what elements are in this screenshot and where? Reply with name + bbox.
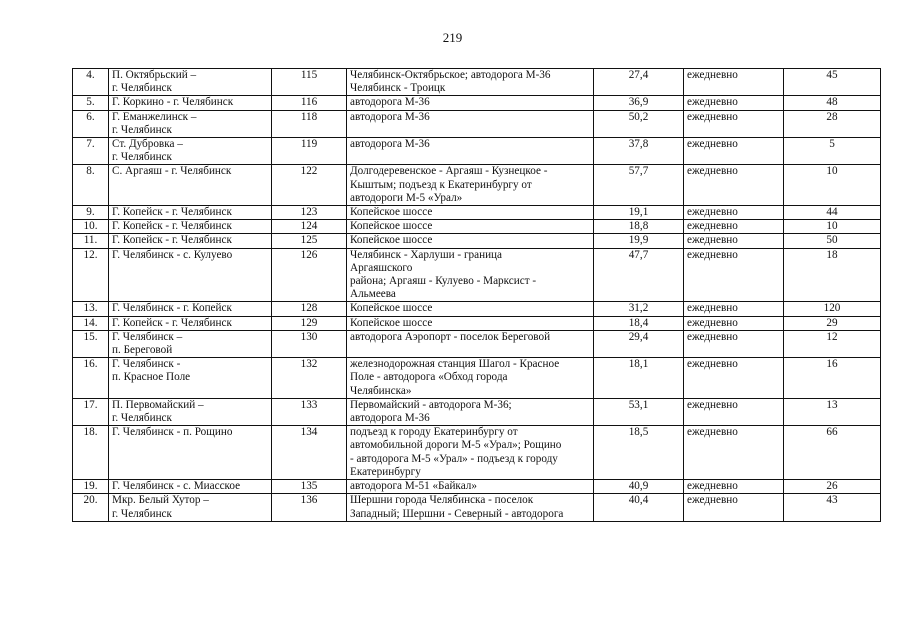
route-roads: автодорога М-36	[347, 138, 594, 165]
route-trips: 13	[784, 398, 881, 425]
route-distance: 40,9	[594, 480, 684, 494]
routes-table	[72, 68, 881, 522]
route-name: Г. Копейск - г. Челябинск	[109, 316, 272, 330]
table-row	[73, 426, 881, 480]
route-frequency: ежедневно	[684, 138, 784, 165]
route-code: 123	[272, 206, 347, 220]
route-code: 128	[272, 302, 347, 316]
route-trips: 16	[784, 358, 881, 399]
route-roads: Копейское шоссе	[347, 234, 594, 248]
route-roads: железнодорожная станция Шагол - Красное Поле - автодорога «Обход города Челябинска»	[347, 358, 594, 399]
row-number: 8.	[73, 165, 109, 206]
table-row	[73, 138, 881, 165]
route-roads: Первомайский - автодорога М-36; автодорога М-36	[347, 398, 594, 425]
route-frequency: ежедневно	[684, 426, 784, 480]
route-trips: 45	[784, 69, 881, 96]
row-number: 5.	[73, 96, 109, 110]
route-frequency: ежедневно	[684, 206, 784, 220]
route-name: Г. Челябинск - п. Красное Поле	[109, 358, 272, 399]
table-row	[73, 220, 881, 234]
route-roads: автодорога М-51 «Байкал»	[347, 480, 594, 494]
route-roads: Челябинск - Харлуши - граница Аргаяшского района; Аргаяш - Кулуево - Марксист - Альмеева	[347, 248, 594, 302]
route-name: Мкр. Белый Хутор – г. Челябинск	[109, 494, 272, 521]
route-code: 118	[272, 110, 347, 137]
route-name: Ст. Дубровка – г. Челябинск	[109, 138, 272, 165]
table-row	[73, 358, 881, 399]
row-number: 6.	[73, 110, 109, 137]
route-code: 126	[272, 248, 347, 302]
route-roads: Челябинск-Октябрьское; автодорога М-36 Челябинск - Троицк	[347, 69, 594, 96]
route-frequency: ежедневно	[684, 398, 784, 425]
route-code: 125	[272, 234, 347, 248]
table-row	[73, 302, 881, 316]
table-row	[73, 234, 881, 248]
route-frequency: ежедневно	[684, 248, 784, 302]
table-row	[73, 248, 881, 302]
row-number: 7.	[73, 138, 109, 165]
table-row	[73, 206, 881, 220]
route-name: Г. Челябинск – п. Береговой	[109, 330, 272, 357]
route-frequency: ежедневно	[684, 358, 784, 399]
row-number: 9.	[73, 206, 109, 220]
row-number: 20.	[73, 494, 109, 521]
route-trips: 44	[784, 206, 881, 220]
row-number: 17.	[73, 398, 109, 425]
route-code: 132	[272, 358, 347, 399]
route-trips: 10	[784, 165, 881, 206]
row-number: 11.	[73, 234, 109, 248]
table-row	[73, 96, 881, 110]
route-name: Г. Копейск - г. Челябинск	[109, 220, 272, 234]
route-name: П. Октябрьский – г. Челябинск	[109, 69, 272, 96]
route-name: Г. Коркино - г. Челябинск	[109, 96, 272, 110]
route-distance: 50,2	[594, 110, 684, 137]
route-name: С. Аргаяш - г. Челябинск	[109, 165, 272, 206]
route-trips: 66	[784, 426, 881, 480]
route-roads: Копейское шоссе	[347, 302, 594, 316]
route-frequency: ежедневно	[684, 234, 784, 248]
route-code: 115	[272, 69, 347, 96]
row-number: 13.	[73, 302, 109, 316]
route-roads: автодорога Аэропорт - поселок Береговой	[347, 330, 594, 357]
route-code: 133	[272, 398, 347, 425]
route-distance: 18,5	[594, 426, 684, 480]
route-name: Г. Челябинск - с. Кулуево	[109, 248, 272, 302]
route-distance: 31,2	[594, 302, 684, 316]
route-frequency: ежедневно	[684, 220, 784, 234]
route-roads: Долгодеревенское - Аргаяш - Кузнецкое - Кыштым; подъезд к Екатеринбургу от автодороги М-5 «Урал»	[347, 165, 594, 206]
route-code: 129	[272, 316, 347, 330]
route-distance: 40,4	[594, 494, 684, 521]
route-code: 122	[272, 165, 347, 206]
route-name: Г. Челябинск - п. Рощино	[109, 426, 272, 480]
route-distance: 53,1	[594, 398, 684, 425]
route-frequency: ежедневно	[684, 110, 784, 137]
route-code: 124	[272, 220, 347, 234]
row-number: 4.	[73, 69, 109, 96]
route-distance: 27,4	[594, 69, 684, 96]
route-roads: автодорога М-36	[347, 110, 594, 137]
route-distance: 57,7	[594, 165, 684, 206]
row-number: 15.	[73, 330, 109, 357]
table-row	[73, 316, 881, 330]
route-frequency: ежедневно	[684, 69, 784, 96]
route-code: 134	[272, 426, 347, 480]
route-roads: Шершни города Челябинска - поселок Западный; Шершни - Северный - автодорога	[347, 494, 594, 521]
row-number: 16.	[73, 358, 109, 399]
route-frequency: ежедневно	[684, 96, 784, 110]
route-roads: Копейское шоссе	[347, 316, 594, 330]
route-trips: 12	[784, 330, 881, 357]
route-distance: 18,4	[594, 316, 684, 330]
route-name: Г. Челябинск - с. Миасское	[109, 480, 272, 494]
route-distance: 19,1	[594, 206, 684, 220]
route-frequency: ежедневно	[684, 480, 784, 494]
table-row	[73, 398, 881, 425]
route-frequency: ежедневно	[684, 302, 784, 316]
route-name: Г. Еманжелинск – г. Челябинск	[109, 110, 272, 137]
row-number: 18.	[73, 426, 109, 480]
route-code: 135	[272, 480, 347, 494]
route-distance: 18,1	[594, 358, 684, 399]
row-number: 19.	[73, 480, 109, 494]
route-frequency: ежедневно	[684, 494, 784, 521]
route-trips: 10	[784, 220, 881, 234]
route-code: 119	[272, 138, 347, 165]
route-frequency: ежедневно	[684, 316, 784, 330]
route-name: Г. Копейск - г. Челябинск	[109, 206, 272, 220]
route-distance: 47,7	[594, 248, 684, 302]
route-frequency: ежедневно	[684, 165, 784, 206]
route-name: Г. Челябинск - г. Копейск	[109, 302, 272, 316]
page-number: 219	[442, 30, 463, 45]
route-code: 136	[272, 494, 347, 521]
route-trips: 50	[784, 234, 881, 248]
route-code: 116	[272, 96, 347, 110]
route-trips: 48	[784, 96, 881, 110]
route-distance: 29,4	[594, 330, 684, 357]
route-code: 130	[272, 330, 347, 357]
table-row	[73, 165, 881, 206]
row-number: 12.	[73, 248, 109, 302]
table-row	[73, 69, 881, 96]
routes-table-body	[73, 69, 881, 522]
table-row	[73, 480, 881, 494]
route-distance: 18,8	[594, 220, 684, 234]
table-row	[73, 330, 881, 357]
route-name: П. Первомайский – г. Челябинск	[109, 398, 272, 425]
route-trips: 43	[784, 494, 881, 521]
route-trips: 18	[784, 248, 881, 302]
route-trips: 5	[784, 138, 881, 165]
table-row	[73, 494, 881, 521]
row-number: 10.	[73, 220, 109, 234]
route-roads: автодорога М-36	[347, 96, 594, 110]
route-trips: 29	[784, 316, 881, 330]
route-distance: 36,9	[594, 96, 684, 110]
route-roads: Копейское шоссе	[347, 206, 594, 220]
table-row	[73, 110, 881, 137]
route-trips: 26	[784, 480, 881, 494]
route-frequency: ежедневно	[684, 330, 784, 357]
route-roads: Копейское шоссе	[347, 220, 594, 234]
route-distance: 37,8	[594, 138, 684, 165]
route-name: Г. Копейск - г. Челябинск	[109, 234, 272, 248]
route-trips: 120	[784, 302, 881, 316]
route-trips: 28	[784, 110, 881, 137]
route-distance: 19,9	[594, 234, 684, 248]
row-number: 14.	[73, 316, 109, 330]
route-roads: подъезд к городу Екатеринбургу от автомобильной дороги М-5 «Урал»; Рощино - автодорога М-5 «Урал» - подъезд к городу Екатеринбургу	[347, 426, 594, 480]
